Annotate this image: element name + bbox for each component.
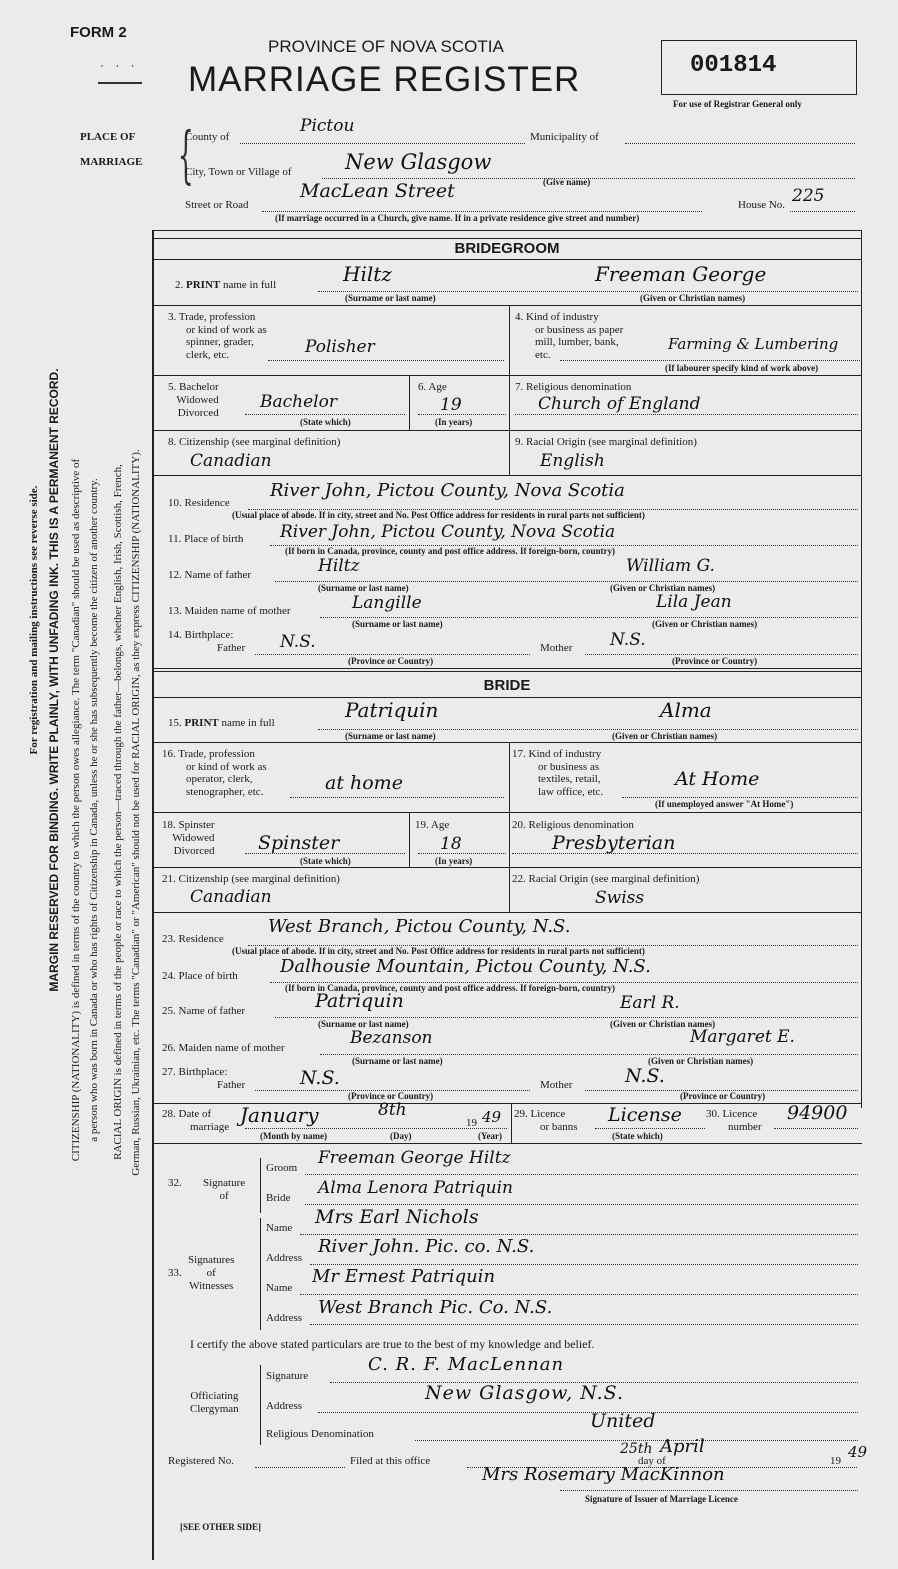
bride-sig-label: Bride — [266, 1192, 291, 1204]
surname-caption: (Surname or last name) — [318, 583, 409, 593]
bride-birth-label: 24. Place of birth — [162, 970, 238, 982]
witness1-address-label: Address — [266, 1252, 303, 1264]
witness2-address-label: Address — [266, 1312, 303, 1324]
place-label: MARRIAGE — [80, 156, 143, 168]
groom-father-given: William G. — [626, 556, 715, 576]
sig-label: 32. — [168, 1177, 182, 1189]
witness-label: 33. — [168, 1267, 182, 1279]
surname-caption: (Surname or last name) — [352, 619, 443, 629]
groom-racial-label: 9. Racial Origin (see marginal definition) — [515, 436, 697, 448]
witness-label: Signatures of Witnesses — [188, 1254, 235, 1292]
groom-father-surname: Hiltz — [318, 556, 360, 576]
province-caption: (Province or Country) — [348, 1091, 434, 1101]
licence-number: 94900 — [787, 1102, 848, 1124]
witness2-name: Mr Ernest Patriquin — [312, 1266, 496, 1287]
register-note: For use of Registrar General only — [673, 99, 802, 109]
filed-day: 25th — [620, 1441, 653, 1457]
groom-name-label: 2. PRINT name in full — [175, 279, 277, 291]
state-caption: (State which) — [300, 856, 351, 866]
bride-given: Alma — [660, 698, 712, 722]
margin-binding-note: MARGIN RESERVED FOR BINDING. WRITE PLAINLY, WITH UNFADING INK. THIS IS A PERMANENT RECORD. — [47, 368, 61, 992]
groom-residence-label: 10. Residence — [168, 497, 230, 509]
residence-caption: (Usual place of abode. If in city, street and No. Post Office address for residents in rural parts not sufficient) — [232, 510, 645, 520]
bride-bp-mother: N.S. — [625, 1065, 665, 1087]
groom-mother-surname: Langille — [352, 593, 422, 613]
street-caption: (If marriage occurred in a Church, give name. If in a private residence give street and number) — [275, 213, 640, 223]
given-caption: (Given or Christian names) — [648, 1056, 754, 1066]
groom-trade: Polisher — [305, 337, 375, 357]
officiating-label: Officiating Clergyman — [190, 1390, 239, 1415]
licence-number-label: 30. Licence number — [706, 1108, 762, 1133]
bride-father-label: 25. Name of father — [162, 1005, 246, 1017]
bride-age-label: 19. Age — [415, 819, 450, 831]
witness1-name: Mrs Earl Nichols — [315, 1206, 479, 1228]
state-caption: (State which) — [300, 417, 351, 427]
given-caption: (Given or Christian names) — [610, 1019, 716, 1029]
groom-birth: River John, Pictou County, Nova Scotia — [280, 522, 616, 542]
bride-surname: Patriquin — [345, 698, 439, 722]
see-other-side: [SEE OTHER SIDE] — [180, 1522, 262, 1532]
groom-mother-given: Lila Jean — [656, 592, 732, 612]
date-label: 28. Date of marriage — [162, 1108, 230, 1133]
witness1-name-label: Name — [266, 1222, 293, 1234]
surname-caption: (Surname or last name) — [345, 731, 436, 741]
marriage-year: 49 — [482, 1108, 502, 1126]
province-caption: (Province or Country) — [672, 656, 758, 666]
groom-bp-father-label: Father — [217, 642, 246, 654]
bride-status-label: 18. Spinster Widowed Divorced — [162, 819, 215, 857]
groom-age: 19 — [440, 395, 462, 415]
given-caption: (Given or Christian names) — [652, 619, 758, 629]
groom-industry: Farming & Lumbering — [668, 335, 839, 353]
bride-father-surname: Patriquin — [315, 990, 404, 1012]
groom-status-label: 5. Bachelor Widowed Divorced — [168, 381, 219, 419]
state-caption: (State which) — [612, 1131, 663, 1141]
groom-religion: Church of England — [538, 394, 701, 414]
marriage-month: January — [240, 1103, 319, 1127]
bride-mother-label: 26. Maiden name of mother — [162, 1042, 285, 1054]
bride-religion-label: 20. Religious denomination — [512, 819, 634, 831]
bride-heading: BRIDE — [483, 677, 531, 694]
bride-trade-label: 16. Trade, profession or kind of work as operator, clerk, stenographer, etc. — [162, 748, 267, 798]
birth-caption: (If born in Canada, province, county and post office address. If foreign-born, country) — [285, 983, 616, 993]
filed-year: 49 — [848, 1443, 868, 1461]
clergy-sig-label: Signature — [266, 1370, 309, 1382]
clergy-denomination: United — [590, 1410, 656, 1432]
bride-name-label: 15. PRINT name in full — [168, 717, 275, 729]
groom-birth-label: 11. Place of birth — [168, 533, 244, 545]
surname-caption: (Surname or last name) — [345, 293, 436, 303]
issuer-caption: Signature of Issuer of Marriage Licence — [585, 1494, 738, 1504]
bride-bp-father: N.S. — [300, 1067, 340, 1089]
groom-status: Bachelor — [260, 392, 337, 412]
binding-mark — [98, 82, 142, 84]
given-caption: (Given or Christian names) — [610, 583, 716, 593]
bride-birth: Dalhousie Mountain, Pictou County, N.S. — [280, 956, 651, 977]
city-value: New Glasgow — [345, 150, 492, 174]
province-heading: PROVINCE OF NOVA SCOTIA — [268, 37, 504, 56]
filed-month: April — [660, 1436, 705, 1457]
surname-caption: (Surname or last name) — [352, 1056, 443, 1066]
bride-bp-label: 27. Birthplace: — [162, 1066, 228, 1078]
margin-citizenship-def: CITIZENSHIP (NATIONALITY) is defined in terms of the country to which the person owes allegiance. The term "Canadian" should be used as descriptive of — [70, 458, 82, 1162]
witness2-name-label: Name — [266, 1282, 293, 1294]
give-name-caption: (Give name) — [543, 177, 591, 187]
groom-citizenship: Canadian — [190, 451, 272, 471]
groom-bp-father: N.S. — [280, 632, 316, 652]
groom-residence: River John, Pictou County, Nova Scotia — [270, 480, 625, 501]
bride-trade: at home — [325, 772, 403, 794]
filed-year-prefix: 19 — [830, 1455, 841, 1467]
years-caption: (In years) — [435, 856, 473, 866]
witness2-address: West Branch Pic. Co. N.S. — [318, 1297, 553, 1318]
filed-label: Filed at this office — [350, 1455, 431, 1467]
groom-citizenship-label: 8. Citizenship (see marginal definition) — [168, 436, 341, 448]
binding-mark: · · · — [100, 58, 139, 72]
marriage-day: 8th — [378, 1100, 407, 1120]
margin-citizenship-def: a person who was born in Canada or who has rights of Citizenship in Canada, unless he or she has subsequently become the citizen of another country. — [88, 478, 100, 1142]
witness1-address: River John. Pic. co. N.S. — [318, 1236, 535, 1257]
margin-instructions: For registration and mailing instructions see reverse side. — [28, 485, 40, 755]
day-of-label: day of — [638, 1455, 666, 1467]
bride-father-given: Earl R. — [620, 993, 680, 1013]
given-caption: (Given or Christian names) — [640, 293, 746, 303]
year-caption: (Year) — [478, 1131, 502, 1141]
groom-bp-mother-label: Mother — [540, 642, 573, 654]
bride-racial: Swiss — [595, 888, 645, 908]
bride-racial-label: 22. Racial Origin (see marginal definition) — [512, 873, 700, 885]
denomination-label: Religious Denomination — [266, 1428, 374, 1440]
birth-caption: (If born in Canada, province, county and post office address. If foreign-born, country) — [285, 546, 616, 556]
day-caption: (Day) — [390, 1131, 412, 1141]
groom-racial: English — [540, 451, 605, 471]
house-label: House No. — [738, 199, 786, 211]
bride-citizenship: Canadian — [190, 887, 272, 907]
marriage-year-prefix: 19 — [466, 1117, 477, 1129]
form-number: FORM 2 — [70, 24, 127, 41]
certify-statement: I certify the above stated particulars are true to the best of my knowledge and belief. — [190, 1337, 595, 1351]
place-label: PLACE OF — [80, 131, 136, 143]
street-value: MacLean Street — [300, 180, 455, 202]
bride-age: 18 — [440, 834, 462, 854]
bride-signature: Alma Lenora Patriquin — [318, 1178, 513, 1198]
issuer-signature: Mrs Rosemary MacKinnon — [482, 1464, 725, 1485]
years-caption: (In years) — [435, 417, 473, 427]
city-label: City, Town or Village of — [185, 166, 292, 178]
house-value: 225 — [792, 186, 825, 206]
bride-bp-father-label: Father — [217, 1079, 246, 1091]
bride-industry: At Home — [675, 768, 760, 790]
margin-racial-def: RACIAL ORIGIN is defined in terms of the people or race to which the person—traced through the father—belongs, whether English, Irish, Scottish, French, — [112, 464, 124, 1160]
groom-surname: Hiltz — [343, 262, 392, 286]
county-value: Pictou — [300, 116, 355, 136]
groom-bp-label: 14. Birthplace: — [168, 629, 234, 641]
groom-trade-label: 3. Trade, profession or kind of work as spinner, grader, clerk, etc. — [168, 311, 267, 361]
bride-residence-label: 23. Residence — [162, 933, 224, 945]
given-caption: (Given or Christian names) — [612, 731, 718, 741]
month-caption: (Month by name) — [260, 1131, 327, 1141]
municipality-label: Municipality of — [530, 131, 599, 143]
bride-mother-given: Margaret E. — [690, 1027, 795, 1047]
groom-religion-label: 7. Religious denomination — [515, 381, 632, 393]
street-label: Street or Road — [185, 199, 249, 211]
industry-caption: (If labourer specify kind of work above) — [665, 363, 819, 373]
registered-label: Registered No. — [168, 1455, 234, 1467]
province-caption: (Province or Country) — [348, 656, 434, 666]
groom-given: Freeman George — [595, 262, 767, 286]
bride-bp-mother-label: Mother — [540, 1079, 573, 1091]
province-caption: (Province or Country) — [680, 1091, 766, 1101]
groom-age-label: 6. Age — [418, 381, 447, 393]
register-number: 001814 — [690, 52, 777, 79]
surname-caption: (Surname or last name) — [318, 1019, 409, 1029]
clergy-signature: C. R. F. MacLennan — [368, 1354, 565, 1375]
groom-industry-label: 4. Kind of industry or business as paper mill, lumber, bank, etc. — [515, 311, 624, 361]
residence-caption: (Usual place of abode. If in city, street and No. Post Office address for residents in rural parts not sufficient) — [232, 946, 645, 956]
page-title: MARRIAGE REGISTER — [188, 60, 581, 99]
bride-citizenship-label: 21. Citizenship (see marginal definition) — [162, 873, 340, 885]
bride-mother-surname: Bezanson — [350, 1028, 433, 1048]
bride-industry-label: 17. Kind of industry or business as textiles, retail, law office, etc. — [512, 748, 604, 798]
margin-racial-def: German, Russian, Ukrainian, etc. The terms "Canadian" or "American" should not be used for RACIAL ORIGIN, as they express CITIZENSHIP (NATIONALITY). — [130, 449, 142, 1176]
groom-mother-label: 13. Maiden name of mother — [168, 605, 291, 617]
licence-type: License — [608, 1104, 682, 1126]
groom-signature: Freeman George Hiltz — [318, 1148, 511, 1168]
industry-caption: (If unemployed answer "At Home") — [655, 799, 794, 809]
clergy-address: New Glasgow, N.S. — [425, 1382, 625, 1404]
bride-religion: Presbyterian — [552, 832, 676, 854]
place-brace: { — [177, 118, 194, 191]
groom-sig-label: Groom — [266, 1162, 298, 1174]
bride-status: Spinster — [258, 832, 340, 854]
licence-label: 29. Licence or banns — [514, 1108, 578, 1133]
county-label: County of — [185, 131, 230, 143]
groom-bp-mother: N.S. — [610, 630, 646, 650]
sig-label: Signature of — [203, 1177, 246, 1202]
clergy-address-label: Address — [266, 1400, 303, 1412]
bride-residence: West Branch, Pictou County, N.S. — [268, 916, 571, 937]
groom-heading: BRIDEGROOM — [454, 240, 560, 257]
groom-father-label: 12. Name of father — [168, 569, 252, 581]
